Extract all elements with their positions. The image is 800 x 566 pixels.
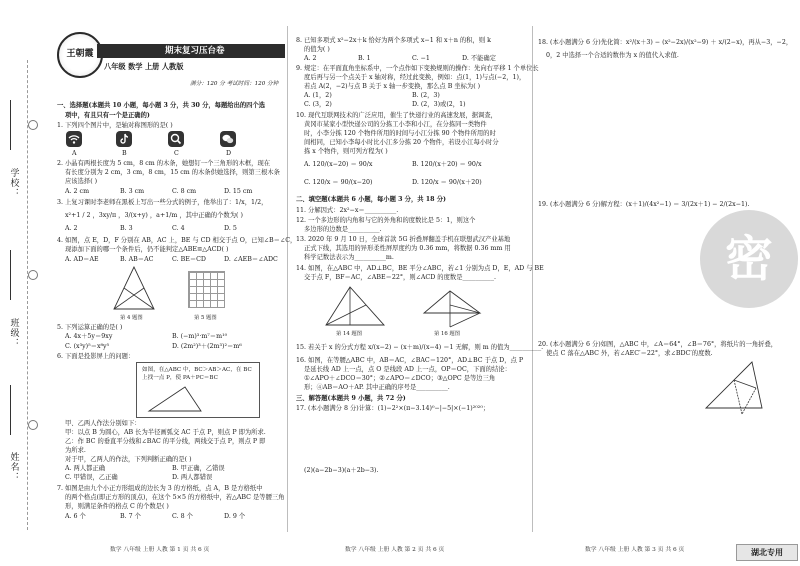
q9-option-d: D. (2，3)或(2，1) [412, 101, 466, 108]
binding-hole [28, 270, 38, 280]
q6-triangle [145, 383, 205, 415]
q14-line-2: 交于点 F，BF＝AC，∠ABE＝22°，则∠ACD 的度数是__________. [304, 274, 496, 281]
q6-line-4: 乙：作 BC 的垂直平分线和∠BAC 的平分线，两线交于点 P，则点 P 即 [65, 438, 266, 445]
binding-margin [0, 0, 52, 566]
q7-option-a: A. 6 个 [65, 513, 86, 520]
q3-line-2: x²+1 / 2 ，3xy/π ，3/(x+y) ，a+1/m ，其中正确的个数为( ) [65, 212, 243, 219]
q10-option-b: B. 120/(x＋20) ＝ 90/x [412, 161, 482, 168]
name-label: 姓名： [8, 452, 19, 482]
q6-option-c: C. 甲错误，乙正确 [65, 474, 118, 481]
q9-option-c: C. (3，2) [304, 101, 332, 108]
footer-page-3: 数学 八年级 上册 人教 第 3 页 共 6 页 [585, 547, 685, 553]
q1-option-d: D [226, 150, 232, 157]
q7-option-c: C. 8 个 [172, 513, 193, 520]
q19-text: 19. (本小题满分 6 分)解方程：(x＋1)/(4x²−1) ＝ 3/(2x＋1) − 2/(2x−1). [538, 201, 750, 208]
q13-line-1: 13. 2020 年 9 月 10 日，全球首款 5G 折叠屏翻盖手机在联想武汉产业基地 [296, 236, 511, 243]
q16-line-3: ①∠APO＋∠DCO＝30°；②∠APO＝∠DCO；③△OPC 是等边三角 [304, 375, 496, 382]
section-2-title: 二、填空题(本题共 6 小题，每小题 3 分，共 18 分) [296, 196, 446, 203]
q13-line-2: 正式下线，其选用的异形柔性屏厚度约为 0.36 mm，将数据 0.36 mm 用 [304, 245, 511, 252]
q10-option-d: D. 120/x ＝ 90/(x＋20) [412, 179, 482, 186]
q17-line-2: (2)(a−2b−3)(a＋2b−3). [304, 467, 379, 474]
figure-4-caption: 第 4 题图 [120, 315, 143, 321]
q5-line-1: 5. 下列运算正确的是( ) [57, 324, 123, 331]
q10-option-c: C. 120/x ＝ 90/(x−20) [304, 179, 373, 186]
q4-option-a: A. AD＝AE [65, 256, 99, 263]
q2-option-d: D. 15 cm [224, 188, 253, 195]
q10-line-3: 时，小李分拣 120 个物件所用的时间与小江分拣 90 个物件所用的时 [304, 130, 496, 137]
q2-line-1: 2. 小晶有两根长度为 5 cm，8 cm 的木条，她想钉一个三角形的木框，现在 [57, 160, 271, 167]
q4-line-1: 4. 如图，点 E，D，F 分别在 AB，AC 上，BE 与 CD 相交于点 O，已知∠B＝∠C， [57, 237, 297, 244]
q10-line-5: 拣 x 个物件，则可列方程为( ) [304, 148, 388, 155]
q7-line-1: 7. 如图是由九个小正方形组成的边长为 3 的方格纸，点 A，B 是方格纸中 [57, 485, 263, 492]
q3-option-c: C. 4 [172, 225, 185, 232]
q4-option-c: C. BE＝CD [172, 256, 206, 263]
q20-line-2: 使点 C 落在△ABC 外，若∠AEC′＝22°，求∠BDC′的度数. [546, 350, 713, 357]
figure-16-caption: 第 16 题图 [434, 331, 460, 337]
q6-option-a: A. 两人都正确 [65, 465, 106, 472]
q6-box-line-1: 如图，在△ABC 中，BC＞AB＞AC，在 BC [142, 367, 252, 373]
q6-line-2: 甲、乙两人作法分别如下： [65, 420, 141, 427]
q2-option-c: C. 8 cm [172, 188, 197, 195]
q8-line-1: 8. 已知多项式 x²−2x＋k 恰好为两个多项式 x−1 和 x＋n 的积，则 k [296, 37, 491, 44]
q10-line-4: 间相同，已知小李每小时比小江多分拣 20 个物件，若设小江每小时分 [304, 139, 499, 146]
q5-option-c: C. (x³y)⁵＝x⁸y⁵ [65, 343, 110, 350]
figure-4-triangle [108, 263, 160, 315]
q18-line-1: 18. (本小题满分 6 分)先化简：x²/(x＋3) − (x²−2x)/(x²−9) ＋ x/(2−x)，再从−3，−2， [538, 39, 793, 46]
q5-option-b: B. (−m)³·m⁷＝m¹⁰ [172, 333, 228, 340]
q7-option-d: D. 9 个 [224, 513, 246, 520]
paper-subtitle: 八年级 数学 上册 人教版 [104, 62, 184, 71]
section-3-title: 三、解答题(本题共 9 小题，共 72 分) [296, 395, 406, 402]
q7-line-3: 形，则满足条件的格点 C 的个数是( ) [65, 503, 169, 510]
q4-option-d: D. ∠AEB＝∠ADC [224, 256, 278, 263]
q10-option-a: A. 120/(x−20) ＝ 90/x [304, 161, 373, 168]
q12-line-1: 12. 一个多边形的内角和与它的外角和的度数比是 5：1，则这个 [296, 217, 476, 224]
column-rule [532, 26, 533, 532]
q1-option-b: B [122, 150, 127, 157]
q3-option-a: A. 2 [65, 225, 78, 232]
q8-option-b: B. 1 [358, 55, 371, 62]
q9-option-a: A. (1，2) [304, 92, 332, 99]
search-icon [168, 131, 184, 147]
class-label: 班级： [8, 318, 19, 348]
q8-option-c: C. −1 [412, 55, 430, 62]
q12-line-2: 多边形的边数是__________. [304, 226, 382, 233]
q4-option-b: B. AB＝AC [120, 256, 154, 263]
q16-line-1: 16. 如图，在等腰△ABC 中，AB＝AC，∠BAC＝120°，AD⊥BC 于点 D，点 P [296, 357, 524, 364]
paper-title: 期末复习压台卷 [165, 46, 225, 56]
q20-line-1: 20. (本小题满分 6 分)如图，△ABC 中，∠A＝64°，∠B＝76°，将纸片的一角折叠， [538, 341, 778, 348]
q6-projection-box [136, 362, 260, 418]
q9-line-1: 9. 规定：在平面直角坐标系中，一个点作如下变换规则的操作：先向右平移 1 个单位长 [296, 65, 539, 72]
q9-line-2: 度后再与另一个点关于 x 轴对称，经过此变换，例如：点(1，1)与点(−2，1)， [304, 74, 526, 81]
footer-page-1: 数学 八年级 上册 人教 第 1 页 共 6 页 [110, 547, 210, 553]
q8-line-2: 的值为( ) [304, 46, 330, 53]
q6-box-line-2: 上找一点 P，使 PA＋PC＝BC [142, 375, 218, 381]
q15-text: 15. 若关于 x 的分式方程 x/(x−2) − (x＋m)/(x−4) ＝1 无解，则 m 的值为__________. [296, 344, 544, 351]
q7-line-2: 的两个格点(即正方形的顶点)，在这个 5×5 的方格纸中，若△ABC 是等腰三角 [65, 494, 285, 501]
q2-option-b: B. 3 cm [120, 188, 145, 195]
figure-5-caption: 第 5 题图 [194, 315, 217, 321]
q6-line-3: 甲：以点 B 为圆心，AB 长为半径画弧交 AC 于点 P，则点 P 即为所求. [65, 429, 266, 436]
q8-option-d: D. 不能确定 [462, 55, 497, 62]
q1-text: 1. 下列四个图片中，是轴对称图形的是( ) [57, 122, 173, 129]
wechat-icon [220, 131, 236, 147]
wifi-icon [66, 131, 82, 147]
q6-option-d: D. 两人都错误 [172, 474, 213, 481]
q10-line-2: 黄冈市某家小型快递公司的分拣工小李和小江，在分拣同一类物件 [304, 121, 487, 128]
name-line [10, 385, 11, 435]
q9-option-b: B. (2，3) [412, 92, 440, 99]
q3-option-b: B. 3 [120, 225, 133, 232]
q6-option-b: B. 甲正确，乙错误 [172, 465, 225, 472]
q6-line-6: 对于甲，乙两人的作法，下列判断正确的是( ) [65, 456, 192, 463]
q2-option-a: A. 2 cm [65, 188, 90, 195]
q8-option-a: A. 2 [304, 55, 317, 62]
q5-option-a: A. 4x＋5y＝9xy [65, 333, 113, 340]
q7-option-b: B. 7 个 [120, 513, 141, 520]
title-banner [97, 44, 285, 58]
binding-hole [28, 420, 38, 430]
brand-logo: 王朝霞 [57, 32, 103, 78]
q5-option-d: D. (2m²)³＋(2m³)²＝m⁶ [172, 343, 242, 350]
q6-line-1: 6. 下面是投影屏上的问题： [57, 353, 135, 360]
cut-line [27, 60, 28, 530]
school-label: 学校： [8, 168, 19, 198]
q14-line-1: 14. 如图，在△ABC 中，AD⊥BC，BE 平分∠ABC，若∠1 分别为点 D，E，AD 与 BE [296, 265, 544, 272]
figure-14-caption: 第 14 题图 [336, 331, 362, 337]
q13-line-3: 科学记数法表示为__________m. [304, 254, 394, 261]
q17-line-1: 17. (本小题满分 8 分)计算：(1)−2²×(π−3.14)⁰−|−5|×(−1)²⁰²⁰； [296, 405, 490, 412]
q3-line-1: 3. 上复习课时李老师在黑板上写出一些分式的例子，他举出了：1/x，1/2， [57, 199, 268, 206]
column-rule [287, 26, 288, 532]
q2-line-2: 有长度分别为 2 cm，3 cm，8 cm，15 cm 的木条供她选择，则第三根木条 [65, 169, 280, 176]
binding-hole [28, 120, 38, 130]
region-badge: 湖北专用 [736, 544, 798, 561]
section-1-title-2: 项中，有且只有一个是正确的) [65, 112, 150, 119]
paper-meta: 满分：120 分 考试时间：120 分钟 [190, 81, 279, 87]
figure-20-folded-triangle [700, 358, 768, 416]
class-line [10, 250, 11, 300]
school-line [10, 100, 11, 150]
q1-option-c: C [174, 150, 179, 157]
tiktok-icon [116, 131, 132, 147]
q10-line-1: 10. 现代互联网技术的广泛应用，催生了快递行业的高速发展，据调查， [296, 112, 497, 119]
figure-16-triangle [420, 283, 486, 331]
footer-page-2: 数学 八年级 上册 人教 第 2 页 共 6 页 [345, 547, 445, 553]
q1-option-a: A [72, 150, 77, 157]
q16-line-4: 形；④AB＝AO＋AP. 其中正确的序号是__________. [304, 384, 450, 391]
q4-line-2: 现添加下面的哪一个条件后，仍不能判定△ABE≌△ACD( ) [65, 246, 229, 253]
confidential-seal: 密 [700, 210, 798, 308]
q2-line-3: 应该选择( ) [65, 178, 98, 185]
q6-line-5: 为所求. [65, 447, 86, 454]
figure-5-grid [188, 271, 225, 308]
q16-line-2: 是延长线 AD 上一点，点 O 是线段 AD 上一点，OP＝OC，下面的结论： [304, 366, 511, 373]
q9-line-3: 若点 A(2，−2)与点 B 关于 x 轴一步变换，那么点 B 坐标为( ) [304, 83, 481, 90]
q3-option-d: D. 5 [224, 225, 237, 232]
section-1-title: 一、选择题(本题共 10 小题，每小题 3 分，共 30 分，每题给出的四个选 [57, 102, 266, 109]
figure-14-triangle [322, 283, 388, 331]
q11-text: 11. 分解因式：2x²−x＝__________. [296, 207, 399, 214]
q18-line-2: 0，2 中选择一个合适的数作为 x 的值代入求值. [546, 52, 679, 59]
